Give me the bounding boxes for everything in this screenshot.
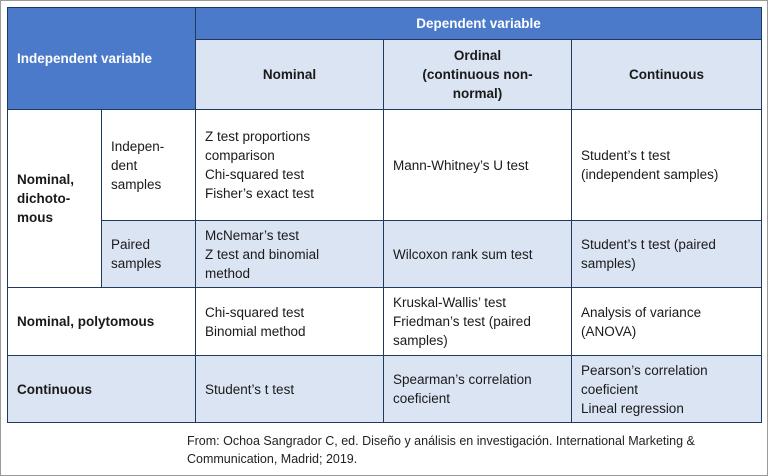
cell-line: (ANOVA) <box>581 323 637 339</box>
cell-line: coeficient <box>581 381 639 397</box>
sub-label-line: Indepen- <box>111 138 165 154</box>
cell-ordinal <box>384 356 572 423</box>
col-header-continuous: Continuous <box>572 40 762 110</box>
sub-label-line: Paired <box>111 237 151 252</box>
sub-label-paired-samples <box>102 221 196 288</box>
cell-ordinal <box>384 288 572 356</box>
col-header-ordinal-line: normal) <box>452 86 503 101</box>
cell-line: comparison <box>205 148 275 163</box>
cell-line: Z test proportions <box>205 129 311 144</box>
row-label-continuous: Continuous <box>8 356 196 423</box>
cell-line: Friedman’s test (paired <box>393 314 531 329</box>
row-dichotomous-independent <box>8 110 762 221</box>
col-header-nominal: Nominal <box>196 40 384 110</box>
row-label-line: Nominal, <box>17 172 75 187</box>
cell-line: samples) <box>393 333 448 348</box>
cell-line: Mann-Whitney’s U test <box>393 157 529 173</box>
cell-line: (independent samples) <box>581 167 719 182</box>
cell-continuous <box>572 288 762 356</box>
cell-line: McNemar’s test <box>205 227 300 243</box>
cell-line: Student’s t test <box>205 381 295 397</box>
cell-line: coeficient <box>393 391 451 406</box>
cell-nominal <box>196 110 384 221</box>
row-nominal-polytomous <box>8 288 762 356</box>
cell-line: Chi-squared test <box>205 167 305 182</box>
cell-line: Student’s t test <box>581 148 671 163</box>
cell-line: Chi-squared test <box>205 304 305 320</box>
col-header-ordinal <box>384 40 572 110</box>
cell-nominal <box>196 221 384 288</box>
cell-continuous <box>572 110 762 221</box>
row-label-line: dichoto- <box>17 191 71 206</box>
cell-line: samples) <box>581 256 636 271</box>
row-label-line: mous <box>17 210 54 225</box>
independent-variable-header: Independent variable <box>8 8 196 110</box>
cell-line: Analysis of variance <box>581 304 702 320</box>
col-header-ordinal-line: Ordinal <box>453 48 502 63</box>
row-dichotomous-paired <box>8 221 762 288</box>
cell-ordinal <box>384 221 572 288</box>
cell-line: Z test and binomial <box>205 246 320 262</box>
cell-line: Fisher’s exact test <box>205 186 315 201</box>
source-caption <box>187 432 747 468</box>
cell-ordinal <box>384 110 572 221</box>
row-label-nominal-dichotomous <box>8 110 102 288</box>
row-continuous <box>8 356 762 423</box>
statistical-tests-table <box>7 7 762 423</box>
cell-line: Kruskal-Wallis’ test <box>393 295 507 310</box>
sub-label-line: samples <box>111 176 162 192</box>
sub-label-independent-samples <box>102 110 196 221</box>
col-header-ordinal-line: (continuous non- <box>422 67 533 82</box>
cell-line: method <box>205 265 251 281</box>
cell-line: Wilcoxon rank sum test <box>393 246 533 262</box>
cell-nominal <box>196 356 384 423</box>
row-label-nominal-polytomous: Nominal, polytomous <box>8 288 196 356</box>
cell-continuous <box>572 221 762 288</box>
cell-line: Pearson’s correlation <box>581 362 708 378</box>
caption-line: Communication, Madrid; 2019. <box>187 452 358 466</box>
cell-line: Lineal regression <box>581 400 684 416</box>
cell-nominal <box>196 288 384 356</box>
caption-line: From: Ochoa Sangrador C, ed. Diseño y análisis en investigación. International Marketing & <box>187 434 695 448</box>
cell-line: Binomial method <box>205 323 306 339</box>
cell-line: Spearman’s correlation <box>393 372 532 387</box>
sub-label-line: samples <box>111 256 162 271</box>
header-row-top <box>8 8 762 40</box>
dependent-variable-header: Dependent variable <box>196 8 762 40</box>
cell-line: Student’s t test (paired <box>581 237 716 252</box>
sub-label-line: dent <box>111 157 138 173</box>
cell-continuous <box>572 356 762 423</box>
